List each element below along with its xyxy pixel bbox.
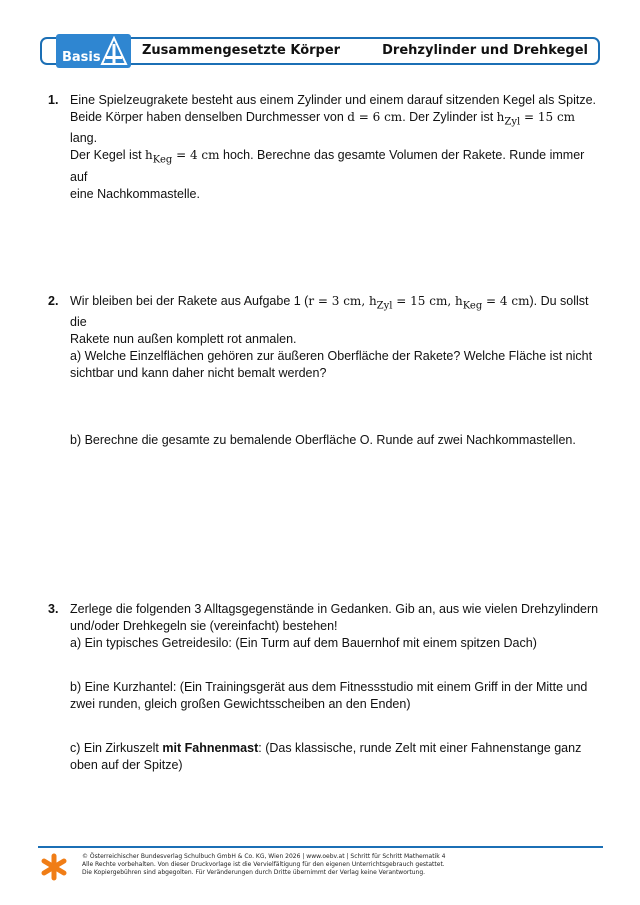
footer-divider	[38, 846, 603, 848]
text-line: Der Kegel ist $h_{Keg} = 4$ cm hoch. Berechne das gesamte Volumen der Rakete. Runde immer auf	[70, 148, 585, 184]
text-line: sichtbar und kann daher nicht bemalt werden?	[70, 366, 327, 381]
text-line: Beide Körper haben denselben Durchmesser von d = 6 cm. Der Zylinder ist $h_{Zyl} = 15$ cm lang.	[70, 110, 576, 146]
task-text	[70, 92, 605, 203]
formula: d = 6 cm	[347, 110, 403, 124]
subtopic-title: Drehzylinder und Drehkegel	[382, 43, 588, 58]
formula: $h_{Zyl} = 15$ cm	[496, 110, 576, 128]
formula: r = 3 cm, $h_{Zyl} = 15$ cm, $h_{Keg} = 4$ cm	[308, 294, 530, 312]
task-number: 2.	[48, 294, 59, 308]
subtask-a: a) Ein typisches Getreidesilo: (Ein Turm auf dem Bauernhof mit einem spitzen Dach)	[70, 636, 537, 650]
footer-copyright: © Österreichischer Bundesverlag Schulbuch GmbH & Co. KG, Wien 2026 | www.oebv.at | Schritt für Schritt Mathematik 4 Alle Rechte vorbehalten. Von dieser Druckvorlage ist die Vervielfältigung für den eigenen Unterrichtsgebrauch gestattet. Die Kopiergebühren sind abgegolten. Für Veränderungen durch Dritte übernimmt der Verlag keine Verantwortung.	[82, 853, 446, 876]
text-line: eine Nachkommastelle.	[70, 186, 200, 201]
worksheet-header	[40, 37, 600, 65]
task-number: 3.	[48, 602, 59, 616]
text-line: Wir bleiben bei der Rakete aus Aufgabe 1 (r = 3 cm, $h_{Zyl} = 15$ cm, $h_{Keg} = 4$ cm). Du sollst die	[70, 294, 589, 330]
subtask-a: a) Welche Einzelflächen gehören zur äußeren Oberfläche der Rakete? Welche Fläche ist nicht	[70, 349, 593, 364]
level-badge-label: Basis	[62, 50, 101, 65]
subtask-b: b) Eine Kurzhantel: (Ein Trainingsgerät aus dem Fitnessstudio mit einem Griff in der Mitte und	[70, 680, 588, 694]
formula: $h_{Keg} = 4$ cm	[145, 148, 220, 166]
text-line: Rakete nun außen komplett rot anmalen.	[70, 332, 297, 347]
task-number: 1.	[48, 93, 59, 107]
text-line: zwei runden, gleich großen Gewichtsscheiben an den Enden)	[70, 697, 411, 711]
publisher-logo-icon	[40, 853, 68, 881]
text-line: Eine Spielzeugrakete besteht aus einem Zylinder und einem darauf sitzenden Kegel als Spitze.	[70, 93, 597, 107]
topic-title: Zusammengesetzte Körper	[142, 43, 341, 58]
task-text	[70, 601, 605, 652]
subtask-b: b) Berechne die gesamte zu bemalende Oberfläche O. Runde auf zwei Nachkommastellen.	[70, 433, 576, 447]
level-badge	[56, 34, 131, 68]
text-line: oben auf der Spitze)	[70, 758, 183, 772]
text-line: und/oder Drehkegeln sie (vereinfacht) bestehen!	[70, 619, 338, 633]
triangle-staircase-icon	[100, 36, 128, 66]
subtask-c: c) Ein Zirkuszelt mit Fahnenmast: (Das klassische, runde Zelt mit einer Fahnenstange ganz	[70, 741, 582, 755]
text-line: Zerlege die folgenden 3 Alltagsgegenstände in Gedanken. Gib an, aus wie vielen Drehzylindern	[70, 602, 599, 616]
task-text	[70, 293, 605, 382]
